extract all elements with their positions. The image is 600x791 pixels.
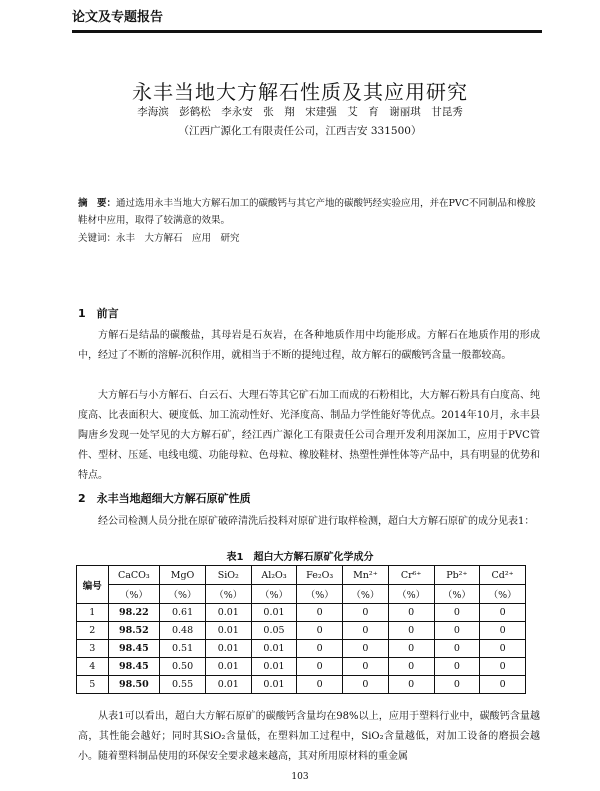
running-header: 论文及专题报告 bbox=[72, 10, 164, 25]
table-unit-cell: （%） bbox=[297, 585, 343, 604]
table-cell: 0 bbox=[297, 604, 343, 622]
table-header-cell: 编号 bbox=[77, 566, 109, 604]
section-1-paragraph-2: 大方解石与小方解石、白云石、大理石等其它矿石加工而成的石粉相比，大方解石粉具有白度高、纯度高、比表面积大、硬度低、加工流动性好、光泽度高、制品力学性能好等优点。2014年10月，永丰县陶唐乡发现一处罕见的大方解石矿，经江西广源化工有限责任公司合理开发利用深加工，应用于PVC管件、型材、压延、电线电缆、功能母粒、色母粒、橡胶鞋材、热塑性弹性体等产品中，具有明显的优势和特点。 bbox=[78, 390, 540, 481]
table-cell: 0.61 bbox=[160, 604, 206, 622]
table-cell: 0 bbox=[480, 640, 526, 658]
table-cell: 0 bbox=[343, 640, 389, 658]
table-row bbox=[77, 604, 526, 622]
table-cell: 0.01 bbox=[251, 676, 297, 694]
table-cell: 0 bbox=[388, 604, 434, 622]
table-cell: 0.51 bbox=[160, 640, 206, 658]
table-cell: 1 bbox=[77, 604, 109, 622]
table-cell: 0 bbox=[343, 658, 389, 676]
table-cell: 0 bbox=[388, 676, 434, 694]
table-header-cell: Al₂O₃ bbox=[251, 566, 297, 585]
table-cell: 0.01 bbox=[251, 658, 297, 676]
table-cell: 0 bbox=[297, 622, 343, 640]
table-cell: 2 bbox=[77, 622, 109, 640]
abstract-text: 通过选用永丰当地大方解石加工的碳酸钙与其它产地的碳酸钙经实验应用，并在PVC不同制品和橡胶鞋材中应用，取得了较满意的效果。 bbox=[78, 198, 536, 226]
author-list: 李海滨 彭鹤松 李永安 张 翔 宋建强 艾 育 谢丽琪 甘昆秀 bbox=[137, 106, 463, 118]
table-cell: 0 bbox=[434, 622, 480, 640]
table-row bbox=[77, 622, 526, 640]
table-cell: 0 bbox=[388, 622, 434, 640]
table-cell: 0 bbox=[297, 658, 343, 676]
table-header-cell: Fe₂O₃ bbox=[297, 566, 343, 585]
table-row bbox=[77, 658, 526, 676]
table-1 bbox=[76, 565, 526, 694]
table-header-cell: Pb²⁺ bbox=[434, 566, 480, 585]
table-cell: 0.01 bbox=[205, 676, 251, 694]
table-header-cell: MgO bbox=[160, 566, 206, 585]
section-2-paragraph: 经公司检测人员分批在原矿破碎清洗后投料对原矿进行取样检测，超白大方解石原矿的成分见表1： bbox=[98, 516, 535, 527]
table-cell: 98.52 bbox=[108, 622, 160, 640]
table-cell: 0 bbox=[434, 604, 480, 622]
table-cell: 0 bbox=[343, 676, 389, 694]
table-unit-cell: （%） bbox=[480, 585, 526, 604]
table-cell: 98.50 bbox=[108, 676, 160, 694]
table-cell: 3 bbox=[77, 640, 109, 658]
table-cell: 0 bbox=[343, 622, 389, 640]
table-cell: 0 bbox=[480, 622, 526, 640]
table-cell: 0.05 bbox=[251, 622, 297, 640]
table-cell: 4 bbox=[77, 658, 109, 676]
table-unit-cell: （%） bbox=[205, 585, 251, 604]
table-cell: 0.50 bbox=[160, 658, 206, 676]
table-header-cell: Mn²⁺ bbox=[343, 566, 389, 585]
table-cell: 0 bbox=[388, 640, 434, 658]
table-cell: 0.01 bbox=[205, 622, 251, 640]
table-cell: 0.01 bbox=[251, 640, 297, 658]
table-cell: 0 bbox=[480, 676, 526, 694]
section-1-heading: 1 前言 bbox=[78, 307, 119, 320]
table-header-cell: Cr⁶⁺ bbox=[388, 566, 434, 585]
table-unit-cell: （%） bbox=[343, 585, 389, 604]
table-cell: 0 bbox=[434, 676, 480, 694]
paper-title: 永丰当地大方解石性质及其应用研究 bbox=[132, 80, 468, 104]
table-unit-cell: （%） bbox=[108, 585, 160, 604]
table-cell: 0 bbox=[480, 604, 526, 622]
table-cell: 0.01 bbox=[205, 604, 251, 622]
table-unit-cell: （%） bbox=[251, 585, 297, 604]
table-cell: 0 bbox=[297, 640, 343, 658]
abstract bbox=[78, 195, 538, 229]
table-cell: 98.45 bbox=[108, 658, 160, 676]
abstract-label: 摘 要： bbox=[78, 198, 117, 209]
table-unit-cell: （%） bbox=[160, 585, 206, 604]
table-1-caption: 表1 超白大方解石原矿化学成分 bbox=[226, 552, 374, 563]
table-row bbox=[77, 676, 526, 694]
table-unit-cell: （%） bbox=[388, 585, 434, 604]
table-row bbox=[77, 640, 526, 658]
header-rule bbox=[72, 30, 542, 33]
table-cell: 0.55 bbox=[160, 676, 206, 694]
section-1-paragraph-1: 方解石是结晶的碳酸盐，其母岩是石灰岩，在各种地质作用中均能形成。方解石在地质作用的形成中，经过了不断的溶解-沉积作用，就相当于不断的提纯过程，故方解石的碳酸钙含量一般都较高。 bbox=[78, 330, 540, 361]
table-cell: 5 bbox=[77, 676, 109, 694]
table-cell: 0 bbox=[297, 676, 343, 694]
keywords bbox=[78, 230, 538, 244]
keywords-label: 关键词： bbox=[78, 233, 117, 244]
table-cell: 98.45 bbox=[108, 640, 160, 658]
table-header-cell: Cd²⁺ bbox=[480, 566, 526, 585]
table-cell: 0.48 bbox=[160, 622, 206, 640]
table-cell: 0.01 bbox=[205, 658, 251, 676]
section-2-heading: 2 永丰当地超细大方解石原矿性质 bbox=[78, 492, 251, 505]
table-cell: 0 bbox=[434, 658, 480, 676]
results-paragraph: 从表1可以看出，超白大方解石原矿的碳酸钙含量均在98%以上，应用于塑料行业中，碳酸钙含量越高，其性能会越好；同时其SiO₂含量低，在塑料加工过程中，SiO₂含量越低，对加工设备的磨损会越小。随着塑料制品使用的环保安全要求越来越高，其对所用原材料的重金属 bbox=[78, 711, 540, 762]
table-cell: 0 bbox=[480, 658, 526, 676]
table-header-cell: SiO₂ bbox=[205, 566, 251, 585]
table-cell: 0.01 bbox=[251, 604, 297, 622]
table-cell: 0 bbox=[388, 658, 434, 676]
table-cell: 0 bbox=[434, 640, 480, 658]
table-cell: 98.22 bbox=[108, 604, 160, 622]
table-header-cell: CaCO₃ bbox=[108, 566, 160, 585]
affiliation: （江西广源化工有限责任公司，江西吉安 331500） bbox=[178, 125, 422, 137]
page-number: 103 bbox=[291, 772, 309, 782]
keywords-text: 永丰 大方解石 应用 研究 bbox=[116, 233, 240, 244]
table-unit-cell: （%） bbox=[434, 585, 480, 604]
table-cell: 0 bbox=[343, 604, 389, 622]
table-cell: 0.01 bbox=[205, 640, 251, 658]
